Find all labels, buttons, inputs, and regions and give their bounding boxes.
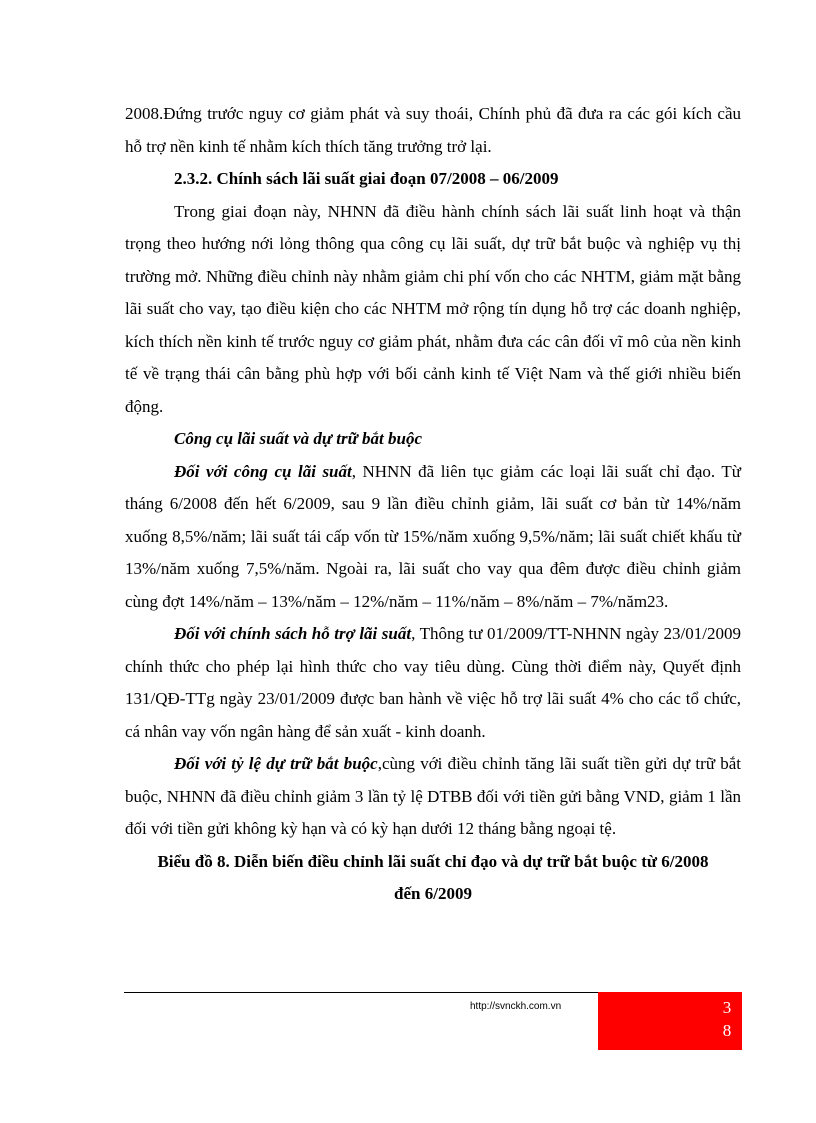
body-reserve-ratio: ,cùng với điều chỉnh tăng lãi suất tiền gửi dự trữ bắt buộc, NHNN đã điều chỉnh giảm 3 lần tỷ lệ DTBB đối với tiền gửi bằng VND, giảm 1 lần đối với tiền gửi không kỳ hạn và có kỳ hạn dưới 12 tháng bằng ngoại tệ. bbox=[125, 754, 741, 838]
paragraph-interest-support bbox=[125, 618, 741, 748]
paragraph-intro: 2008.Đứng trước nguy cơ giảm phát và suy thoái, Chính phủ đã đưa ra các gói kích cầu hỗ trợ nền kinh tế nhằm kích thích tăng trưởng trở lại. bbox=[125, 104, 741, 156]
chart-caption-line-1: Biểu đồ 8. Diễn biến điều chỉnh lãi suất chỉ đạo và dự trữ bắt buộc từ 6/2008 bbox=[157, 851, 709, 871]
body-interest-support: , Thông tư 01/2009/TT-NHNN ngày 23/01/2009 chính thức cho phép lại hình thức cho vay tiêu dùng. Cùng thời điểm này, Quyết định 131/QĐ-TTg ngày 23/01/2009 được ban hành về việc hỗ trợ lãi suất 4% cho các tổ chức, cá nhân vay vốn ngân hàng để sản xuất - kinh doanh. bbox=[125, 624, 742, 741]
footer-url: http://svnckh.com.vn bbox=[470, 1001, 562, 1012]
lead-interest-tool: Đối với công cụ lãi suất bbox=[174, 461, 352, 481]
body-interest-tool: , NHNN đã liên tục giảm các loại lãi suất chỉ đạo. Từ tháng 6/2008 đến hết 6/2009, sau 9 lần điều chỉnh giảm, lãi suất cơ bản từ 14%/năm xuống 8,5%/năm; lãi suất tái cấp vốn từ 15%/năm xuống 9,5%/năm; lãi suất chiết khấu từ 13%/năm xuống 7,5%/năm. Ngoài ra, lãi suất cho vay qua đêm được điều chỉnh giảm cùng đợt 14%/năm – 13%/năm – 12%/năm – 11%/năm – 8%/năm – 7%/năm23. bbox=[125, 461, 741, 611]
page-number-digit-1: 3 bbox=[722, 998, 732, 1017]
paragraph-reserve-ratio bbox=[125, 748, 741, 846]
lead-interest-support: Đối với chính sách hỗ trợ lãi suất bbox=[174, 624, 412, 643]
page-number bbox=[720, 996, 734, 1042]
footer-divider bbox=[124, 992, 598, 993]
page-number-box bbox=[598, 992, 742, 1050]
page-body bbox=[125, 98, 741, 911]
chart-caption-line-2: đến 6/2009 bbox=[394, 884, 472, 903]
section-heading: 2.3.2. Chính sách lãi suất giai đoạn 07/2008 – 06/2009 bbox=[174, 169, 559, 188]
paragraph-interest-tool bbox=[125, 456, 741, 619]
lead-reserve-ratio: Đối với tỷ lệ dự trữ bắt buộc bbox=[174, 754, 378, 773]
page-number-digit-2: 8 bbox=[722, 1021, 732, 1040]
paragraph-overview: Trong giai đoạn này, NHNN đã điều hành chính sách lãi suất linh hoạt và thận trọng theo hướng nới lỏng thông qua công cụ lãi suất, dự trữ bắt buộc và nghiệp vụ thị trường mở. Những điều chỉnh này nhằm giảm chi phí vốn cho các NHTM, giảm mặt bằng lãi suất cho vay, tạo điều kiện cho các NHTM mở rộng tín dụng hỗ trợ các doanh nghiệp, kích thích nền kinh tế trước nguy cơ giảm phát, nhằm đưa các cân đối vĩ mô của nền kinh tế về trạng thái cân bằng phù hợp với bối cảnh kinh tế Việt Nam và thế giới nhiều biến động. bbox=[125, 201, 741, 416]
subsection-heading: Công cụ lãi suất và dự trữ bắt buộc bbox=[174, 429, 423, 448]
